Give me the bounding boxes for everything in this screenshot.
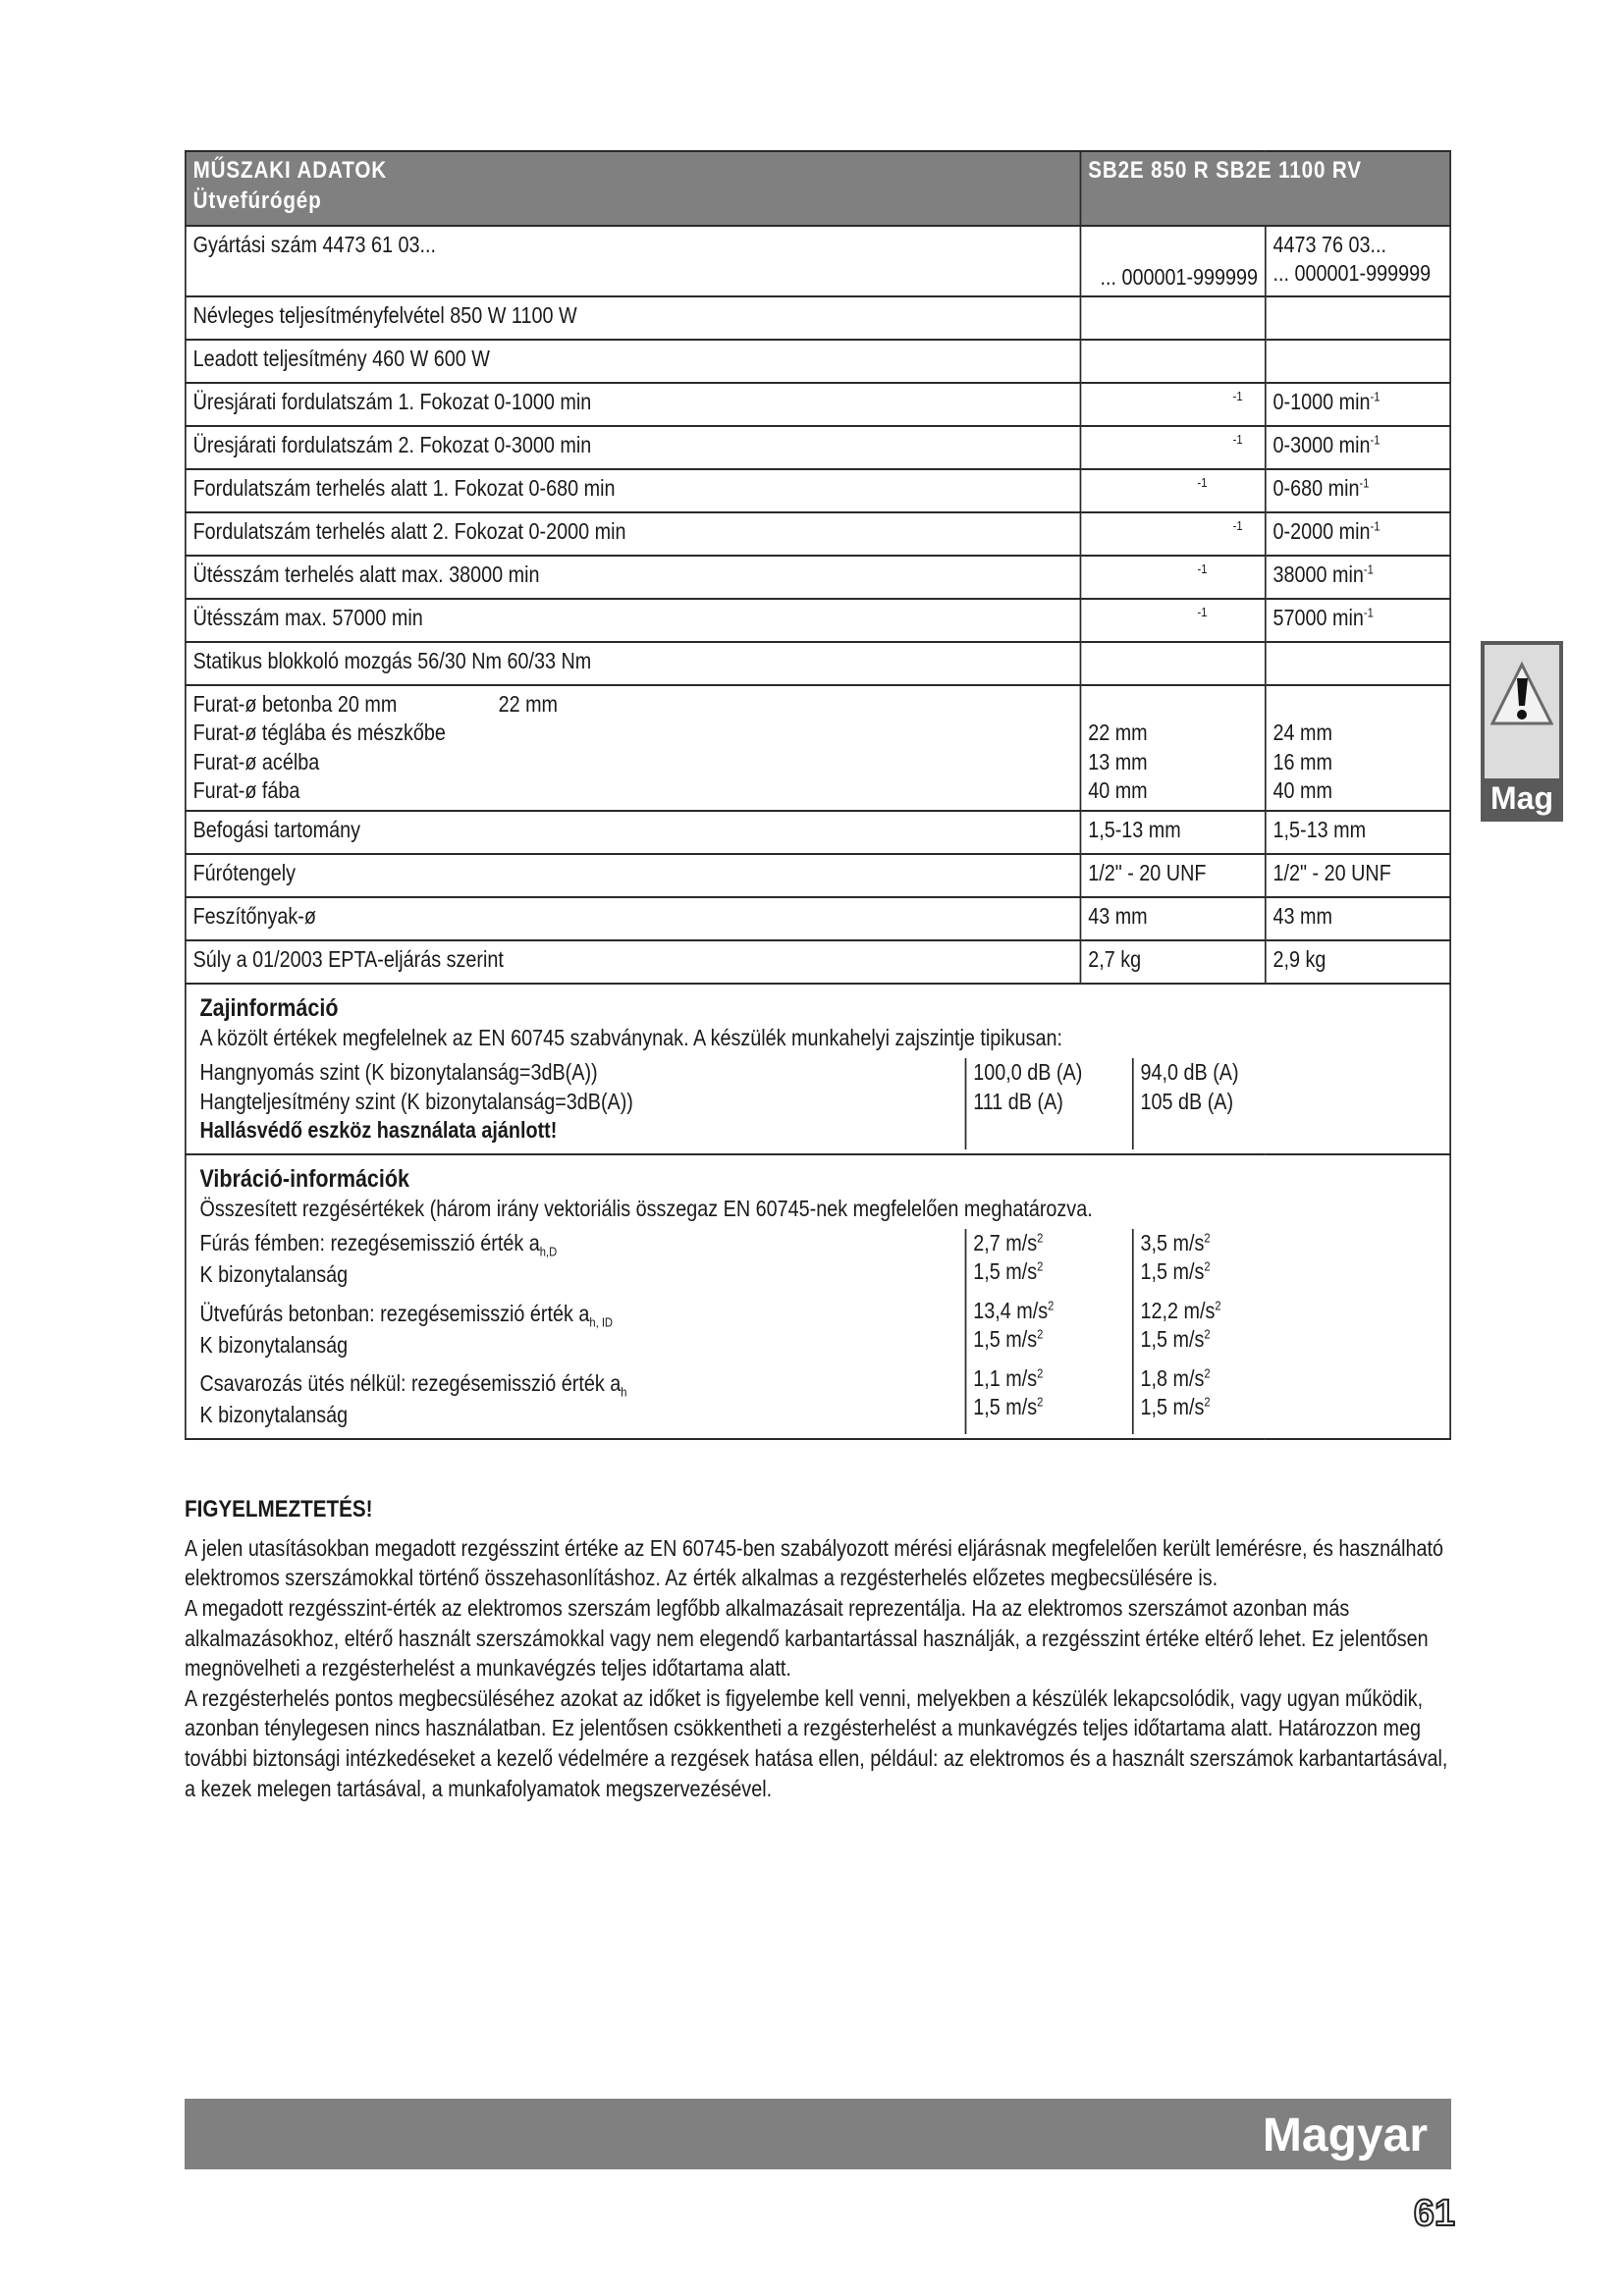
- noise-col-1: [966, 1058, 1133, 1148]
- row-value-2: 43 mm: [1266, 897, 1450, 940]
- vibration-value: [1141, 1364, 1293, 1393]
- row-label: Üresjárati fordulatszám 1. Fokozat 0-1000 min: [186, 383, 1081, 426]
- row-value-2: [1266, 426, 1450, 469]
- drill-concrete-alt: 22 mm: [498, 691, 559, 717]
- value-text: 1,5 m/s: [973, 1258, 1038, 1285]
- vibration-value: [1141, 1229, 1293, 1257]
- noise-title: Zajinformáció: [199, 993, 339, 1022]
- drill-values-1: [1080, 685, 1265, 811]
- row-label: Üresjárati fordulatszám 2. Fokozat 0-3000 min: [186, 426, 1081, 469]
- superscript: 2: [1037, 1365, 1044, 1381]
- row-label: Feszítőnyak-ø: [186, 897, 1081, 940]
- row-value-2: [1266, 469, 1450, 512]
- warning-paragraph: A rezgésterhelés pontos megbecsüléséhez azokat az időket is figyelembe kell venni, melyekben a készülék lekapcsolódik, vagy ugyan működik, azonban ténylegesen nincs használatban. Ez jelentősen csökkentheti a rezgésterhelést a munkavégzés teljes időtartama alatt. Határozzon meg további biztonsági intézkedéseket a kezelő védelmére a rezgések hatása ellen, például: az elektromos és a használt szerszámok karbantartásával, a kezek melegen tartásával, a munkafolyamatok megszervezésével.: [185, 1684, 1448, 1801]
- row-value-1: 2,7 kg: [1080, 940, 1265, 984]
- vibration-intro-block: [193, 1159, 1443, 1229]
- warning-triangle-icon: [1490, 661, 1553, 729]
- superscript: 2: [1204, 1365, 1211, 1381]
- value-text: 57000 min: [1272, 605, 1364, 630]
- noise-value: 111 dB (A): [973, 1088, 1063, 1114]
- vibration-label-drilling-metal: [199, 1229, 957, 1260]
- language-side-tab: [1481, 641, 1563, 822]
- superscript: -1: [1197, 605, 1208, 620]
- table-row: [186, 556, 1450, 599]
- sound-power-label: Hangteljesítmény szint (K bizonytalanság=3dB(A)): [199, 1088, 633, 1114]
- drill-value: 13 mm: [1088, 748, 1148, 774]
- noise-labels: [199, 1058, 966, 1148]
- value-text: 1,5 m/s: [1140, 1394, 1205, 1420]
- row-label: Névleges teljesítményfelvétel 850 W 1100 W: [186, 296, 1081, 340]
- vibration-value: [973, 1393, 1125, 1421]
- row-value-1: [1080, 340, 1265, 383]
- superscript: 2: [1215, 1298, 1221, 1313]
- table-row: [186, 383, 1450, 426]
- table-row: [186, 854, 1450, 897]
- row-value-1: [1080, 642, 1265, 685]
- superscript: 2: [1048, 1298, 1055, 1313]
- vibration-title: Vibráció-információk: [199, 1164, 409, 1193]
- drill-labels: [186, 685, 1081, 811]
- superscript: 2: [1204, 1326, 1211, 1342]
- table-row: [186, 296, 1450, 340]
- vibration-value: [1141, 1297, 1293, 1325]
- subscript: h,D: [539, 1244, 558, 1259]
- table-row: [186, 599, 1450, 642]
- warning-box: [1485, 645, 1559, 778]
- table-header-row: [186, 151, 1450, 226]
- superscript: -1: [1359, 475, 1370, 491]
- noise-info-cell: [186, 984, 1450, 1154]
- value-text: 3,5 m/s: [1140, 1229, 1205, 1255]
- row-value-2: [1266, 556, 1450, 599]
- drill-value: 22 mm: [1088, 720, 1148, 746]
- vibration-value: [973, 1325, 1125, 1354]
- serial-col2-cell: [1266, 226, 1450, 296]
- label-text: Csavarozás ütés nélkül: rezegésemisszió érték a: [199, 1370, 622, 1397]
- vibration-value: [1141, 1257, 1293, 1286]
- uncertainty-label: K bizonytalanság: [199, 1402, 349, 1428]
- drill-line-concrete: [193, 690, 1073, 719]
- superscript: 2: [1204, 1230, 1211, 1246]
- superscript: -1: [1232, 518, 1243, 534]
- superscript: -1: [1197, 561, 1208, 577]
- value-text: 0-3000 min: [1272, 432, 1371, 457]
- superscript: -1: [1363, 561, 1374, 577]
- superscript: -1: [1363, 605, 1374, 620]
- table-row: [186, 469, 1450, 512]
- row-value-2: [1266, 383, 1450, 426]
- vibration-value: [973, 1364, 1125, 1393]
- value-text: 13,4 m/s: [973, 1297, 1049, 1323]
- noise-info-row: [186, 984, 1450, 1154]
- hearing-protection-note: Hallásvédő eszköz használata ajánlott!: [199, 1117, 558, 1144]
- row-value-1: [1080, 296, 1265, 340]
- row-label: Statikus blokkoló mozgás 56/30 Nm 60/33 Nm: [186, 642, 1081, 685]
- vibration-value: [973, 1229, 1125, 1257]
- drill-steel-label: Furat-ø acélba: [192, 748, 320, 774]
- noise-values: [193, 1058, 1443, 1148]
- value-text: 1,5 m/s: [1140, 1326, 1205, 1353]
- row-label: Fordulatszám terhelés alatt 2. Fokozat 0-2000 min: [186, 512, 1081, 556]
- vibration-col-2: [1134, 1229, 1300, 1434]
- row-label: Fordulatszám terhelés alatt 1. Fokozat 0-680 min: [186, 469, 1081, 512]
- drill-diameter-row: [186, 685, 1450, 811]
- model-names: SB2E 850 R SB2E 1100 RV: [1080, 151, 1450, 226]
- row-value-2: 1,5-13 mm: [1266, 811, 1450, 854]
- table-row: [186, 426, 1450, 469]
- warning-paragraph: A jelen utasításokban megadott rezgésszint értéke az EN 60745-ben szabályozott mérési eljárásnak megfelelően került lemérésre, és használható elektromos szerszámokkal történő összehasonlításhoz. Az érték alkalmas a rezgésterhelés előzetes megbecsülésére is.: [185, 1534, 1444, 1591]
- value-text: 2,7 m/s: [973, 1229, 1038, 1255]
- table-subtitle: Ütvefúrógép: [192, 187, 322, 214]
- serial-col2: ... 000001-999999: [1272, 260, 1432, 287]
- value-text: 1,8 m/s: [1140, 1364, 1205, 1391]
- table-row: [186, 642, 1450, 685]
- superscript: 2: [1204, 1394, 1211, 1410]
- vibration-value: [973, 1297, 1125, 1325]
- value-text: 1,5 m/s: [973, 1394, 1038, 1420]
- vibration-label-screwdriving: [199, 1369, 957, 1401]
- subscript: h: [621, 1384, 627, 1400]
- subscript: h, ID: [589, 1314, 614, 1330]
- vibration-info-cell: [186, 1154, 1450, 1439]
- row-value-2: [1266, 512, 1450, 556]
- row-value-2: [1266, 340, 1450, 383]
- row-value-1: [1080, 469, 1265, 512]
- technical-data-table: [185, 150, 1451, 1440]
- warning-paragraph: A megadott rezgésszint-érték az elektromos szerszám legfőbb alkalmazásait reprezentálja. Ha az elektromos szerszámot azonban más alkalmazásokhoz, eltérő használt szerszámokkal vagy nem elegendő karbantartással használják, a rezgésszint értéke eltérő lehet. Ez jelentősen megnövelheti a rezgésterhelést a munkavégzés teljes időtartama alatt.: [185, 1595, 1429, 1682]
- label-text: Fúrás fémben: rezegésemisszió érték a: [199, 1229, 540, 1255]
- row-value-2: [1266, 642, 1450, 685]
- noise-value: 105 dB (A): [1140, 1088, 1234, 1114]
- drill-values-2: [1266, 685, 1450, 811]
- table-header-title-cell: [186, 151, 1081, 226]
- row-label: Fúrótengely: [186, 854, 1081, 897]
- warning-section: [185, 1494, 1451, 1803]
- row-value-1: 1,5-13 mm: [1080, 811, 1265, 854]
- drill-value: 40 mm: [1272, 777, 1332, 804]
- superscript: 2: [1037, 1230, 1044, 1246]
- serial-col2-top: 4473 76 03...: [1272, 232, 1387, 257]
- vibration-values: [193, 1229, 1443, 1434]
- row-value-1: [1080, 599, 1265, 642]
- value-text: 0-680 min: [1272, 475, 1360, 501]
- drill-concrete-label: Furat-ø betonba 20 mm: [192, 691, 398, 717]
- drill-value: 40 mm: [1088, 777, 1148, 804]
- serial-label: Gyártási szám 4473 61 03...: [186, 226, 1081, 296]
- superscript: -1: [1232, 432, 1243, 448]
- noise-intro: A közölt értékek megfelelnek az EN 60745 szabványnak. A készülék munkahelyi zajszintje tipikusan:: [199, 1024, 1062, 1050]
- table-title: MŰSZAKI ADATOK: [192, 157, 388, 184]
- vibration-info-row: [186, 1154, 1450, 1439]
- side-tab-label: Mag: [1490, 780, 1553, 816]
- sound-pressure-label: Hangnyomás szint (K bizonytalanság=3dB(A)): [199, 1059, 598, 1086]
- superscript: -1: [1370, 432, 1380, 448]
- superscript: 2: [1037, 1394, 1044, 1410]
- noise-col-2: [1134, 1058, 1300, 1148]
- vibration-value: [1141, 1325, 1293, 1354]
- vibration-col-1: [966, 1229, 1133, 1434]
- drill-value: 24 mm: [1272, 720, 1332, 746]
- label-text: Ütvefúrás betonban: rezegésemisszió érték a: [199, 1300, 590, 1326]
- superscript: -1: [1370, 389, 1380, 404]
- uncertainty-label: K bizonytalanság: [199, 1261, 349, 1288]
- noise-value: 94,0 dB (A): [1140, 1059, 1239, 1086]
- value-text: 12,2 m/s: [1140, 1297, 1216, 1323]
- row-label: Leadott teljesítmény 460 W 600 W: [186, 340, 1081, 383]
- row-value-1: [1080, 383, 1265, 426]
- table-row: [186, 897, 1450, 940]
- row-label: Befogási tartomány: [186, 811, 1081, 854]
- row-value-1: 1/2" - 20 UNF: [1080, 854, 1265, 897]
- row-value-2: [1266, 599, 1450, 642]
- warning-title: FIGYELMEZTETÉS!: [185, 1496, 373, 1522]
- row-label: Ütésszám max. 57000 min: [186, 599, 1081, 642]
- superscript: 2: [1204, 1258, 1211, 1274]
- drill-brick-label: Furat-ø téglába és mészkőbe: [192, 720, 446, 746]
- row-label: Súly a 01/2003 EPTA-eljárás szerint: [186, 940, 1081, 984]
- row-value-2: 2,9 kg: [1266, 940, 1450, 984]
- noise-intro-block: [193, 988, 1443, 1058]
- row-value-2: [1266, 296, 1450, 340]
- table-row: [186, 940, 1450, 984]
- row-value-1: [1080, 426, 1265, 469]
- row-value-1: 43 mm: [1080, 897, 1265, 940]
- vibration-intro: Összesített rezgésértékek (három irány vektoriális összegaz EN 60745-nek megfelelően meghatározva.: [199, 1195, 1093, 1221]
- footer-language-bar: [185, 2099, 1451, 2169]
- superscript: 2: [1037, 1326, 1044, 1342]
- noise-value: 100,0 dB (A): [973, 1059, 1083, 1086]
- footer-language: Magyar: [1262, 2109, 1428, 2162]
- vibration-value: [973, 1257, 1125, 1286]
- serial-col1: ... 000001-999999: [1080, 226, 1265, 296]
- superscript: 2: [1037, 1258, 1044, 1274]
- row-value-1: [1080, 556, 1265, 599]
- row-label: Ütésszám terhelés alatt max. 38000 min: [186, 556, 1081, 599]
- row-value-1: [1080, 512, 1265, 556]
- value-text: 0-2000 min: [1272, 518, 1371, 544]
- value-text: 1,5 m/s: [1140, 1258, 1205, 1285]
- uncertainty-label: K bizonytalanság: [199, 1331, 349, 1358]
- superscript: -1: [1232, 389, 1243, 404]
- vibration-labels: [199, 1229, 966, 1434]
- drill-wood-label: Furat-ø fába: [192, 777, 300, 804]
- value-text: 38000 min: [1272, 561, 1364, 587]
- value-text: 1,1 m/s: [973, 1364, 1038, 1391]
- page-number: 61: [1413, 2193, 1455, 2234]
- row-value-2: 1/2" - 20 UNF: [1266, 854, 1450, 897]
- serial-row: [186, 226, 1450, 296]
- value-text: 0-1000 min: [1272, 389, 1371, 414]
- drill-value: 16 mm: [1272, 748, 1332, 774]
- table-row: [186, 512, 1450, 556]
- superscript: -1: [1370, 518, 1380, 534]
- table-row: [186, 811, 1450, 854]
- vibration-label-impact-concrete: [199, 1300, 957, 1331]
- superscript: -1: [1197, 475, 1208, 491]
- value-text: 1,5 m/s: [973, 1326, 1038, 1353]
- vibration-value: [1141, 1393, 1293, 1421]
- table-row: [186, 340, 1450, 383]
